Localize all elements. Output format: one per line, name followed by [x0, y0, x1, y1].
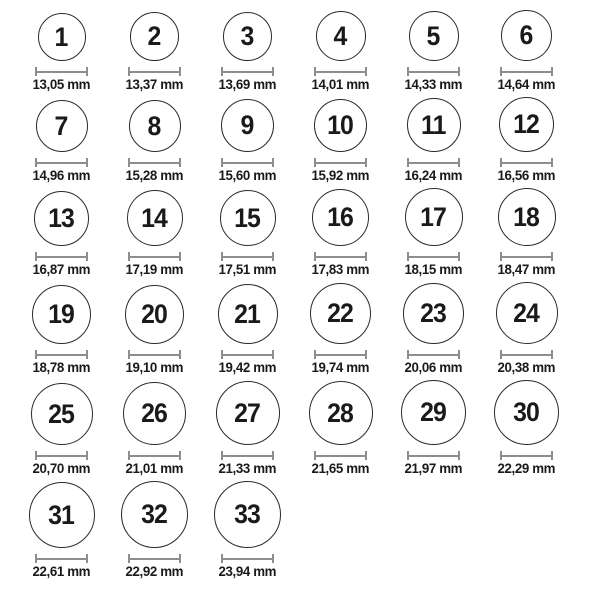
diameter-ruler: [128, 350, 181, 359]
diameter-ruler: [221, 350, 274, 359]
diameter-ruler: [128, 451, 181, 460]
diameter-label: 20,38 mm: [497, 359, 556, 375]
diameter-label: 16,87 mm: [32, 261, 91, 277]
diameter-label: 19,74 mm: [311, 359, 370, 375]
diameter-ruler: [314, 350, 367, 359]
diameter-ruler: [128, 252, 181, 261]
diameter-ruler: [35, 158, 88, 167]
diameter-ruler: [221, 554, 274, 563]
ring-size-number: 5: [427, 20, 440, 51]
ring-size-item: [108, 382, 201, 476]
ring-circle: [121, 481, 188, 548]
ring-size-number: 25: [48, 398, 75, 429]
ring-size-number: 4: [334, 20, 347, 51]
ring-circle: [405, 188, 463, 246]
ring-size-item: [480, 97, 573, 183]
diameter-ruler: [314, 67, 367, 76]
diameter-ruler: [500, 67, 553, 76]
ring-circle: [125, 285, 184, 344]
diameter-label: 13,37 mm: [125, 76, 184, 92]
ring-size-item: [108, 12, 201, 92]
ring-size-item: [387, 98, 480, 183]
diameter-label: 14,64 mm: [497, 76, 556, 92]
ring-circle: [34, 191, 89, 246]
diameter-label: 17,51 mm: [218, 261, 277, 277]
diameter-label: 16,56 mm: [497, 167, 556, 183]
ring-size-item: [387, 283, 480, 375]
ring-size-item: [201, 381, 294, 476]
diameter-label: 21,33 mm: [218, 460, 277, 476]
ring-size-number: 12: [513, 109, 540, 139]
ring-circle: [31, 383, 93, 445]
ring-size-number: 30: [513, 397, 540, 427]
ring-size-number: 8: [148, 110, 161, 141]
ring-size-item: [108, 285, 201, 375]
diameter-ruler: [500, 350, 553, 359]
diameter-ruler: [35, 252, 88, 261]
ring-size-item: [201, 284, 294, 375]
diameter-ruler: [407, 67, 460, 76]
diameter-label: 21,65 mm: [311, 460, 370, 476]
ring-circle: [123, 382, 186, 445]
ring-circle: [403, 283, 464, 344]
diameter-label: 22,61 mm: [32, 563, 91, 579]
ring-size-item: [480, 10, 573, 92]
chart-row: [15, 97, 600, 183]
ring-size-item: [15, 100, 108, 183]
diameter-ruler: [128, 67, 181, 76]
ring-size-item: [480, 380, 573, 476]
ring-size-item: [294, 99, 387, 183]
ring-circle: [129, 100, 181, 152]
ring-circle: [496, 282, 558, 344]
ring-size-item: [201, 12, 294, 92]
ring-circle: [220, 190, 276, 246]
diameter-ruler: [221, 158, 274, 167]
ring-size-number: 19: [48, 299, 75, 329]
ring-size-item: [15, 13, 108, 92]
ring-size-item: [294, 283, 387, 375]
ring-circle: [36, 100, 88, 152]
diameter-ruler: [128, 554, 181, 563]
ring-circle: [498, 188, 556, 246]
ring-size-item: [201, 99, 294, 183]
ring-circle: [407, 98, 461, 152]
diameter-label: 20,70 mm: [32, 460, 91, 476]
ring-circle: [309, 381, 373, 445]
diameter-label: 23,94 mm: [218, 563, 277, 579]
diameter-ruler: [314, 158, 367, 167]
ring-size-number: 1: [55, 21, 68, 52]
ring-circle: [501, 10, 552, 61]
ring-size-number: 31: [48, 499, 75, 530]
diameter-ruler: [221, 252, 274, 261]
ring-circle: [494, 380, 559, 445]
ring-circle: [32, 285, 91, 344]
chart-row: [15, 380, 600, 476]
ring-circle: [223, 12, 272, 61]
ring-circle: [316, 11, 366, 61]
ring-size-number: 9: [241, 110, 254, 140]
diameter-label: 13,69 mm: [218, 76, 277, 92]
ring-circle: [130, 12, 179, 61]
ring-size-item: [201, 190, 294, 277]
chart-row: [15, 188, 600, 277]
ring-size-number: 29: [420, 397, 447, 427]
diameter-label: 13,05 mm: [32, 76, 91, 92]
diameter-label: 20,06 mm: [404, 359, 463, 375]
diameter-label: 15,92 mm: [311, 167, 370, 183]
ring-size-item: [294, 381, 387, 476]
diameter-label: 14,33 mm: [404, 76, 463, 92]
ring-size-item: [294, 189, 387, 277]
ring-size-number: 27: [234, 397, 261, 428]
ring-size-number: 32: [141, 499, 168, 529]
ring-size-number: 23: [420, 298, 447, 328]
diameter-ruler: [407, 451, 460, 460]
ring-size-item: [15, 191, 108, 277]
ring-size-number: 21: [234, 298, 261, 329]
ring-size-item: [201, 481, 294, 579]
diameter-ruler: [500, 252, 553, 261]
ring-size-item: [294, 11, 387, 92]
diameter-label: 15,60 mm: [218, 167, 277, 183]
diameter-ruler: [35, 67, 88, 76]
diameter-ruler: [35, 554, 88, 563]
diameter-label: 18,78 mm: [32, 359, 91, 375]
ring-size-number: 28: [327, 397, 354, 428]
diameter-ruler: [407, 350, 460, 359]
diameter-label: 18,15 mm: [404, 261, 463, 277]
ring-size-item: [15, 285, 108, 375]
ring-circle: [216, 381, 280, 445]
ring-size-item: [15, 482, 108, 579]
diameter-ruler: [35, 451, 88, 460]
ring-size-item: [387, 380, 480, 476]
diameter-label: 22,92 mm: [125, 563, 184, 579]
ring-size-number: 22: [327, 298, 354, 328]
diameter-ruler: [314, 451, 367, 460]
diameter-ruler: [407, 252, 460, 261]
ring-size-item: [480, 282, 573, 375]
diameter-ruler: [221, 451, 274, 460]
chart-row: [15, 481, 600, 579]
ring-size-number: 3: [241, 21, 254, 51]
diameter-ruler: [221, 67, 274, 76]
diameter-label: 17,19 mm: [125, 261, 184, 277]
ring-size-number: 33: [234, 499, 261, 529]
ring-size-number: 18: [513, 201, 540, 232]
ring-size-number: 10: [327, 110, 354, 140]
ring-size-number: 11: [421, 109, 446, 140]
ring-size-item: [15, 383, 108, 476]
diameter-label: 19,42 mm: [218, 359, 277, 375]
diameter-label: 22,29 mm: [497, 460, 556, 476]
ring-size-item: [480, 188, 573, 277]
diameter-label: 17,83 mm: [311, 261, 370, 277]
ring-circle: [409, 11, 459, 61]
diameter-label: 21,01 mm: [125, 460, 184, 476]
ring-size-number: 17: [420, 201, 447, 232]
ring-size-item: [108, 190, 201, 277]
ring-circle: [312, 189, 369, 246]
ring-size-number: 14: [141, 202, 168, 233]
ring-size-number: 7: [55, 110, 68, 141]
ring-circle: [314, 99, 367, 152]
ring-circle: [29, 482, 95, 548]
diameter-label: 15,28 mm: [125, 167, 184, 183]
ring-size-number: 20: [141, 299, 168, 329]
diameter-ruler: [128, 158, 181, 167]
ring-size-number: 15: [234, 202, 261, 233]
diameter-ruler: [500, 158, 553, 167]
ring-size-item: [387, 11, 480, 92]
ring-circle: [214, 481, 281, 548]
diameter-label: 14,01 mm: [311, 76, 370, 92]
diameter-label: 19,10 mm: [125, 359, 184, 375]
ring-size-number: 26: [141, 398, 168, 428]
ring-size-number: 6: [520, 20, 533, 50]
ring-size-item: [108, 100, 201, 183]
ring-size-number: 16: [327, 202, 354, 232]
ring-circle: [221, 99, 274, 152]
ring-size-number: 2: [148, 21, 161, 51]
chart-row: [15, 10, 600, 92]
diameter-ruler: [500, 451, 553, 460]
diameter-ruler: [314, 252, 367, 261]
ring-size-number: 13: [48, 203, 75, 233]
ring-circle: [401, 380, 466, 445]
diameter-label: 21,97 mm: [404, 460, 463, 476]
ring-circle: [127, 190, 183, 246]
diameter-ruler: [407, 158, 460, 167]
ring-size-item: [108, 481, 201, 579]
ring-circle: [499, 97, 554, 152]
ring-size-item: [387, 188, 480, 277]
ring-circle: [310, 283, 371, 344]
ring-size-number: 24: [513, 297, 540, 328]
diameter-ruler: [35, 350, 88, 359]
ring-circle: [218, 284, 278, 344]
chart-row: [15, 282, 600, 375]
diameter-label: 18,47 mm: [497, 261, 556, 277]
diameter-label: 14,96 mm: [32, 167, 91, 183]
ring-circle: [38, 13, 86, 61]
diameter-label: 16,24 mm: [404, 167, 463, 183]
